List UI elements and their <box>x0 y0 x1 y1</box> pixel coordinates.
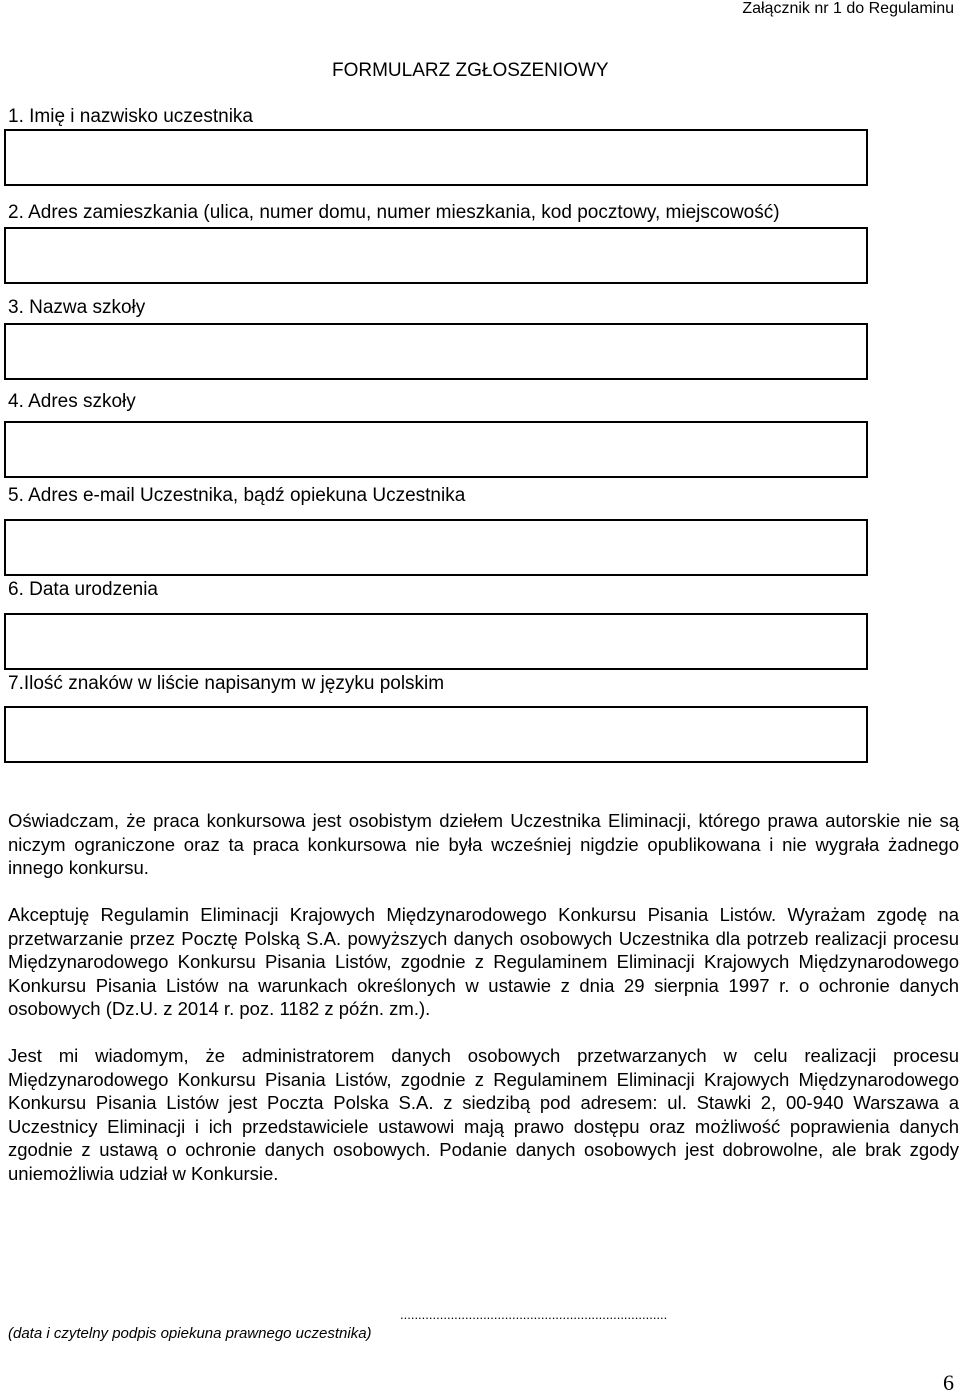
school-address-input-box[interactable] <box>4 421 868 478</box>
field-label-home-address: 2. Adres zamieszkania (ulica, numer domu, numer mieszkania, kod pocztowy, miejscowość) <box>8 202 780 223</box>
signature-caption: (data i czytelny podpis opiekuna prawnego uczestnika) <box>8 1325 372 1342</box>
field-label-name: 1. Imię i nazwisko uczestnika <box>8 106 253 127</box>
email-input-box[interactable] <box>4 519 868 576</box>
field-label-email: 5. Adres e-mail Uczestnika, bądź opiekuna Uczestnika <box>8 485 466 506</box>
statement-data-administrator: Jest mi wiadomym, że administratorem danych osobowych przetwarzanych w celu realizacji procesu Międzynarodowego Konkursu Pisania Listów, zgodnie z Regulaminem Eliminacji Krajowych Międzynarodowego Konkursu Pisania Listów jest Poczta Polska S.A. z siedzibą pod adresem: ul. Stawki 2, 00-940 Warszawa a Uczestnicy Eliminacji i ich przedstawiciele ustawowi mają prawo dostępu oraz możliwość poprawienia danych zgodnie z ustawą o ochronie danych osobowych. Podanie danych osobowych jest dobrowolne, ale brak zgody uniemożliwia udział w Konkursie. <box>8 1045 959 1184</box>
field-label-school-name: 3. Nazwa szkoły <box>8 297 146 318</box>
field-label-birth-date: 6. Data urodzenia <box>8 579 158 600</box>
field-label-school-address: 4. Adres szkoły <box>8 391 136 412</box>
name-input-box[interactable] <box>4 129 868 186</box>
statement-consent: Akceptuję Regulamin Eliminacji Krajowych Międzynarodowego Konkursu Pisania Listów. Wyrażam zgodę na przetwarzanie przez Pocztę Polską S.A. powyższych danych osobowych Uczestnika dla potrzeb realizacji procesu Międzynarodowego Konkursu Pisania Listów, zgodnie z Regulaminem Eliminacji Krajowych Międzynarodowego Konkursu Pisania Listów na warunkach określonych w ustawie z dnia 29 sierpnia 1997 r. o ochronie danych osobowych (Dz.U. z 2014 r. poz. 1182 z późn. zm.). <box>8 904 959 1020</box>
signature-line: .......................................................................... <box>400 1307 668 1322</box>
birth-date-input-box[interactable] <box>4 613 868 670</box>
annex-label: Załącznik nr 1 do Regulaminu <box>742 0 954 17</box>
form-title: FORMULARZ ZGŁOSZENIOWY <box>332 60 609 81</box>
school-name-input-box[interactable] <box>4 323 868 380</box>
statement-originality: Oświadczam, że praca konkursowa jest osobistym dziełem Uczestnika Eliminacji, którego prawa autorskie nie są niczym ograniczone oraz ta praca konkursowa nie była wcześniej nigdzie opublikowana i nie wygrała żadnego innego konkursu. <box>8 810 959 879</box>
char-count-input-box[interactable] <box>4 706 868 763</box>
home-address-input-box[interactable] <box>4 227 868 284</box>
field-label-char-count: 7.Ilość znaków w liście napisanym w języku polskim <box>8 673 445 694</box>
page-number: 6 <box>943 1370 954 1395</box>
